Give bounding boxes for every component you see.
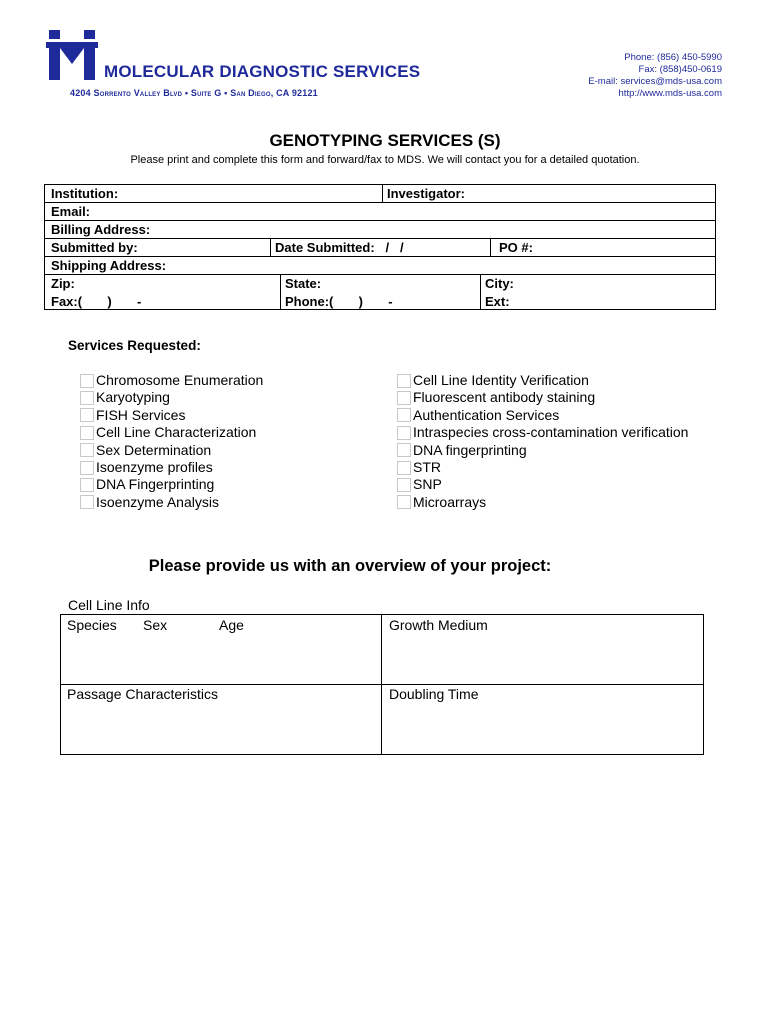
institution-field[interactable]: Institution: xyxy=(51,186,119,201)
service-item[interactable]: Authentication Services xyxy=(397,407,688,424)
service-item[interactable]: Sex Determination xyxy=(80,442,263,459)
service-item[interactable]: Microarrays xyxy=(397,494,688,511)
service-item[interactable]: Chromosome Enumeration xyxy=(80,372,263,389)
service-item[interactable]: STR xyxy=(397,459,688,476)
checkbox[interactable] xyxy=(397,461,411,475)
checkbox[interactable] xyxy=(80,408,94,422)
form-instructions: Please print and complete this form and forward/fax to MDS. We will contact you for a detailed quotation. xyxy=(130,154,640,166)
checkbox[interactable] xyxy=(397,391,411,405)
service-item[interactable]: Intraspecies cross-contamination verification xyxy=(397,424,688,441)
email-field[interactable]: Email: xyxy=(51,204,91,219)
services-requested-label: Services Requested: xyxy=(68,338,201,353)
overview-heading: Please provide us with an overview of your project: xyxy=(148,557,552,575)
passage-characteristics-cell[interactable]: Passage Characteristics xyxy=(67,686,218,702)
doubling-time-cell[interactable]: Doubling Time xyxy=(389,686,479,702)
checkbox[interactable] xyxy=(80,443,94,457)
age-cell[interactable]: Age xyxy=(219,617,244,633)
checkbox[interactable] xyxy=(80,478,94,492)
fax-number: Fax: (858)450-0619 xyxy=(638,64,722,75)
ext-field[interactable]: Ext: xyxy=(485,294,510,309)
po-number-field[interactable]: PO #: xyxy=(499,240,533,255)
shipping-address-field[interactable]: Shipping Address: xyxy=(51,258,167,273)
service-item[interactable]: Karyotyping xyxy=(80,389,263,406)
service-item[interactable]: Isoenzyme Analysis xyxy=(80,494,263,511)
checkbox[interactable] xyxy=(80,426,94,440)
checkbox[interactable] xyxy=(80,374,94,388)
service-item[interactable]: Isoenzyme profiles xyxy=(80,459,263,476)
service-item[interactable]: SNP xyxy=(397,476,688,493)
fax-field[interactable]: Fax:( ) - xyxy=(51,294,142,309)
species-cell[interactable]: Species xyxy=(67,617,117,633)
checkbox[interactable] xyxy=(397,426,411,440)
date-submitted-field[interactable]: Date Submitted: / / xyxy=(275,240,404,255)
state-field[interactable]: State: xyxy=(285,276,322,291)
company-address: 4204 Sorrento Valley Blvd • Suite G • San Diego, CA 92121 xyxy=(70,88,318,98)
checkbox[interactable] xyxy=(397,408,411,422)
service-item[interactable]: DNA fingerprinting xyxy=(397,442,688,459)
submitted-by-field[interactable]: Submitted by: xyxy=(51,240,138,255)
growth-medium-cell[interactable]: Growth Medium xyxy=(389,617,488,633)
phone-number: Phone: (856) 450-5990 xyxy=(624,52,722,63)
services-left-list xyxy=(80,372,263,511)
form-title: GENOTYPING SERVICES (S) xyxy=(269,131,501,150)
investigator-field[interactable]: Investigator: xyxy=(387,186,466,201)
checkbox[interactable] xyxy=(397,478,411,492)
billing-address-field[interactable]: Billing Address: xyxy=(51,222,151,237)
checkbox[interactable] xyxy=(80,495,94,509)
phone-field[interactable]: Phone:( ) - xyxy=(285,294,393,309)
service-item[interactable]: Cell Line Characterization xyxy=(80,424,263,441)
email-address: E-mail: services@mds-usa.com xyxy=(588,76,722,87)
service-item[interactable]: FISH Services xyxy=(80,407,263,424)
checkbox[interactable] xyxy=(397,443,411,457)
checkbox[interactable] xyxy=(80,391,94,405)
zip-field[interactable]: Zip: xyxy=(51,276,75,291)
website-link[interactable]: http://www.mds-usa.com xyxy=(618,88,722,99)
contact-info-table xyxy=(44,184,716,310)
cell-line-info-table xyxy=(60,614,704,755)
city-field[interactable]: City: xyxy=(485,276,514,291)
mds-logo xyxy=(46,30,98,80)
checkbox[interactable] xyxy=(80,461,94,475)
company-name: MOLECULAR DIAGNOSTIC SERVICES xyxy=(104,62,421,81)
sex-cell[interactable]: Sex xyxy=(143,617,168,633)
service-item[interactable]: Cell Line Identity Verification xyxy=(397,372,688,389)
service-item[interactable]: DNA Fingerprinting xyxy=(80,476,263,493)
checkbox[interactable] xyxy=(397,495,411,509)
service-item[interactable]: Fluorescent antibody staining xyxy=(397,389,688,406)
checkbox[interactable] xyxy=(397,374,411,388)
contact-block xyxy=(588,52,722,100)
services-right-list xyxy=(397,372,688,511)
cell-line-info-label: Cell Line Info xyxy=(68,597,150,613)
